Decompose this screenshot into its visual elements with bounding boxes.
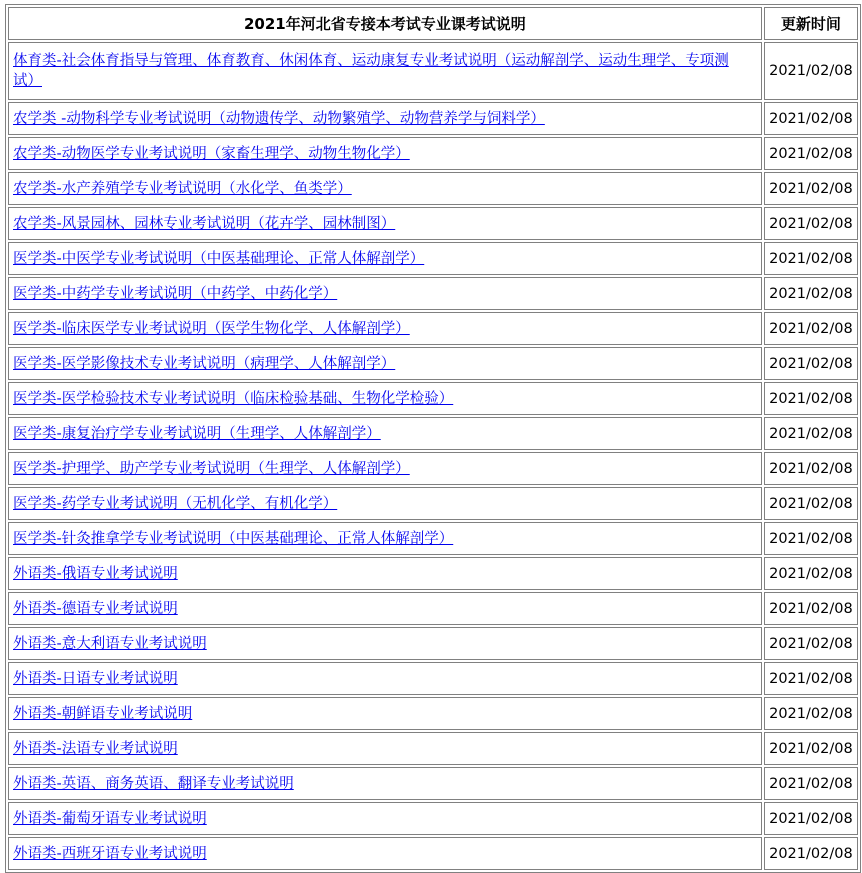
exam-description-link[interactable]: 农学类 -动物科学专业考试说明（动物遗传学、动物繁殖学、动物营养学与饲料学） [13,110,545,127]
update-date: 2021/02/08 [764,277,858,310]
update-date: 2021/02/08 [764,312,858,345]
update-date: 2021/02/08 [764,732,858,765]
table-row [8,627,858,660]
exam-table [5,4,861,873]
exam-description-link[interactable]: 外语类-俄语专业考试说明 [13,565,178,582]
update-date: 2021/02/08 [764,487,858,520]
exam-description-link[interactable]: 外语类-葡萄牙语专业考试说明 [13,810,207,827]
update-date: 2021/02/08 [764,627,858,660]
exam-description-cell [8,347,762,380]
exam-description-cell [8,42,762,100]
exam-description-link[interactable]: 医学类-医学影像技术专业考试说明（病理学、人体解剖学） [13,355,396,372]
exam-description-link[interactable]: 外语类-英语、商务英语、翻译专业考试说明 [13,775,294,792]
update-date: 2021/02/08 [764,417,858,450]
exam-description-cell [8,557,762,590]
exam-description-link[interactable]: 医学类-药学专业考试说明（无机化学、有机化学） [13,495,338,512]
exam-description-cell [8,277,762,310]
update-date: 2021/02/08 [764,802,858,835]
table-row [8,732,858,765]
table-row [8,662,858,695]
exam-description-link[interactable]: 外语类-朝鲜语专业考试说明 [13,705,193,722]
table-row [8,522,858,555]
table-row [8,207,858,240]
table-row [8,42,858,100]
exam-description-cell [8,767,762,800]
update-date: 2021/02/08 [764,557,858,590]
table-row [8,767,858,800]
table-row [8,417,858,450]
exam-description-cell [8,487,762,520]
exam-description-link[interactable]: 外语类-德语专业考试说明 [13,600,178,617]
update-date: 2021/02/08 [764,207,858,240]
exam-description-cell [8,242,762,275]
exam-description-link[interactable]: 医学类-中医学专业考试说明（中医基础理论、正常人体解剖学） [13,250,425,267]
table-row [8,312,858,345]
exam-description-cell [8,417,762,450]
table-row [8,557,858,590]
table-header-row [8,7,858,40]
exam-description-cell [8,137,762,170]
exam-description-link[interactable]: 农学类-风景园林、园林专业考试说明（花卉学、园林制图） [13,215,396,232]
update-date: 2021/02/08 [764,347,858,380]
exam-description-cell [8,802,762,835]
exam-description-cell [8,662,762,695]
table-row [8,837,858,870]
exam-description-cell [8,522,762,555]
table-body [8,42,858,870]
exam-description-cell [8,732,762,765]
exam-description-link[interactable]: 医学类-医学检验技术专业考试说明（临床检验基础、生物化学检验） [13,390,454,407]
table-row [8,277,858,310]
exam-description-link[interactable]: 体育类-社会体育指导与管理、体育教育、休闲体育、运动康复专业考试说明（运动解剖学、运动生理学、专项测试） [13,53,729,89]
exam-description-link[interactable]: 外语类-法语专业考试说明 [13,740,178,757]
table-row [8,592,858,625]
exam-description-link[interactable]: 医学类-护理学、助产学专业考试说明（生理学、人体解剖学） [13,460,410,477]
exam-description-cell [8,592,762,625]
update-date: 2021/02/08 [764,837,858,870]
update-date: 2021/02/08 [764,697,858,730]
exam-description-cell [8,172,762,205]
table-row [8,382,858,415]
update-date: 2021/02/08 [764,452,858,485]
table-row [8,172,858,205]
update-date: 2021/02/08 [764,137,858,170]
exam-description-link[interactable]: 外语类-西班牙语专业考试说明 [13,845,207,862]
update-date: 2021/02/08 [764,522,858,555]
exam-description-link[interactable]: 外语类-意大利语专业考试说明 [13,635,207,652]
exam-description-cell [8,382,762,415]
table-row [8,242,858,275]
header-updated: 更新时间 [764,7,858,40]
table-row [8,102,858,135]
update-date: 2021/02/08 [764,382,858,415]
table-row [8,347,858,380]
update-date: 2021/02/08 [764,242,858,275]
exam-description-link[interactable]: 农学类-动物医学专业考试说明（家畜生理学、动物生物化学） [13,145,410,162]
exam-description-link[interactable]: 外语类-日语专业考试说明 [13,670,178,687]
update-date: 2021/02/08 [764,42,858,100]
update-date: 2021/02/08 [764,102,858,135]
exam-description-link[interactable]: 农学类-水产养殖学专业考试说明（水化学、鱼类学） [13,180,352,197]
exam-description-link[interactable]: 医学类-针灸推拿学专业考试说明（中医基础理论、正常人体解剖学） [13,530,454,547]
exam-description-link[interactable]: 医学类-临床医学专业考试说明（医学生物化学、人体解剖学） [13,320,410,337]
exam-description-cell [8,627,762,660]
exam-description-cell [8,207,762,240]
update-date: 2021/02/08 [764,767,858,800]
table-row [8,487,858,520]
update-date: 2021/02/08 [764,172,858,205]
header-title: 2021年河北省专接本考试专业课考试说明 [8,7,762,40]
table-row [8,802,858,835]
exam-description-link[interactable]: 医学类-康复治疗学专业考试说明（生理学、人体解剖学） [13,425,381,442]
table-row [8,452,858,485]
table-row [8,697,858,730]
exam-description-cell [8,312,762,345]
exam-description-cell [8,102,762,135]
exam-description-cell [8,697,762,730]
update-date: 2021/02/08 [764,662,858,695]
exam-description-cell [8,452,762,485]
exam-table-container [5,4,861,873]
update-date: 2021/02/08 [764,592,858,625]
table-row [8,137,858,170]
exam-description-cell [8,837,762,870]
exam-description-link[interactable]: 医学类-中药学专业考试说明（中药学、中药化学） [13,285,338,302]
